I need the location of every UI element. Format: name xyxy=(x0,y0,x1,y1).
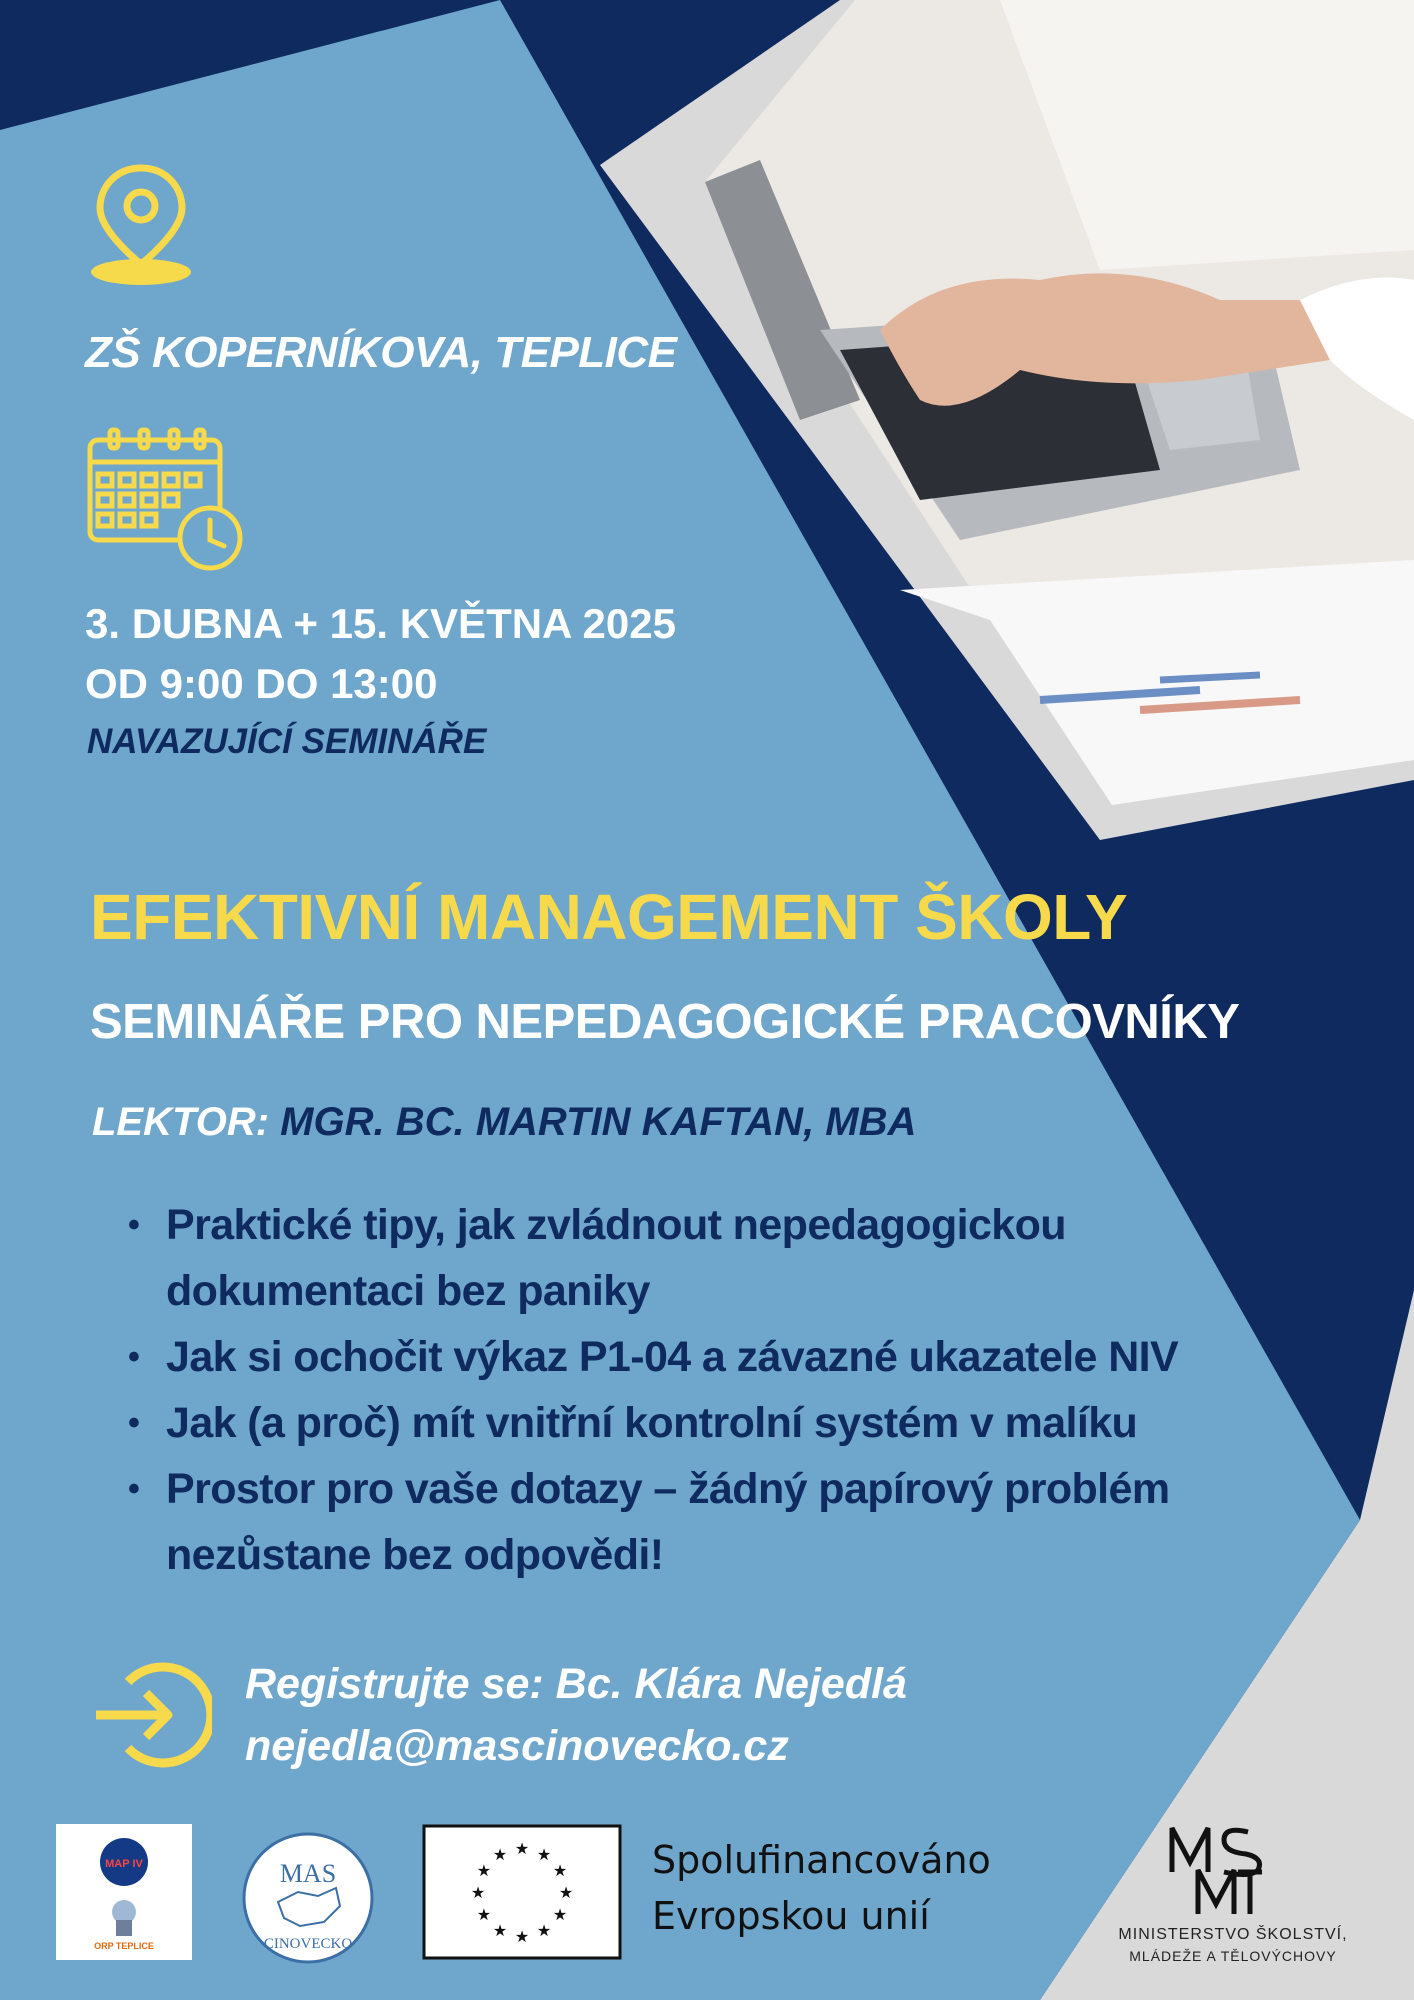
map-iv-logo xyxy=(56,1824,192,1960)
calendar-clock-icon xyxy=(84,422,244,572)
eu-star-icon: ★ xyxy=(476,1905,492,1924)
lecturer-label: LEKTOR: xyxy=(92,1100,270,1144)
mas-cinovecko-logo xyxy=(240,1830,376,1966)
list-item: • Jak (a proč) mít vnitřní kontrolní systém v malíku xyxy=(166,1390,1296,1456)
msmt-text-line-1: MINISTERSTVO ŠKOLSTVÍ, xyxy=(1118,1926,1348,1943)
page-title: EFEKTIVNÍ MANAGEMENT ŠKOLY xyxy=(90,881,1128,953)
cofinanced-line-2: Evropskou unií xyxy=(652,1894,930,1938)
eu-star-icon: ★ xyxy=(536,1844,552,1864)
lecturer-name: MGR. BC. MARTIN KAFTAN, MBA xyxy=(280,1100,917,1144)
event-time: OD 9:00 DO 13:00 xyxy=(85,660,438,707)
eu-star-icon: ★ xyxy=(492,1844,508,1864)
eu-star-icon: ★ xyxy=(552,1861,568,1880)
eu-star-icon: ★ xyxy=(514,1927,530,1946)
list-item: • Praktické tipy, jak zvládnout nepedagogickou dokumentaci bez paniky xyxy=(166,1192,1296,1324)
map-logo-top-text: MAP IV xyxy=(105,1858,143,1870)
series-label: NAVAZUJÍCÍ SEMINÁŘE xyxy=(87,722,487,761)
msmt-logo-mark xyxy=(1168,1822,1264,1918)
page-subtitle: SEMINÁŘE PRO NEPEDAGOGICKÉ PRACOVNÍKY xyxy=(90,995,1240,1049)
map-pin-icon xyxy=(86,160,196,290)
cofinanced-line-1: Spolufinancováno xyxy=(652,1838,991,1882)
eu-star-icon: ★ xyxy=(514,1839,530,1858)
eu-star-icon: ★ xyxy=(558,1883,574,1902)
list-item: • Jak si ochočit výkaz P1-04 a závazné ukazatele NIV xyxy=(166,1324,1296,1390)
eu-star-icon: ★ xyxy=(470,1883,486,1902)
registration-contact: Registrujte se: Bc. Klára Nejedlá xyxy=(245,1660,907,1708)
eu-star-icon: ★ xyxy=(552,1905,568,1924)
eu-star-icon: ★ xyxy=(476,1861,492,1880)
msmt-text-line-2: MLÁDEŽE A TĚLOVÝCHOVY xyxy=(1129,1948,1337,1964)
mas-logo-bottom-text: CINOVECKO xyxy=(263,1936,353,1952)
lecturer-line xyxy=(92,1100,916,1145)
eu-star-icon: ★ xyxy=(536,1921,552,1941)
eu-flag-logo xyxy=(422,1824,622,1960)
topics-list xyxy=(128,1192,1296,1588)
map-logo-bottom-text: ORP TEPLICE xyxy=(94,1941,154,1951)
mas-logo-top-text: MAS xyxy=(279,1859,337,1888)
location-text: ZŠ KOPERNÍKOVA, TEPLICE xyxy=(85,328,677,377)
list-item: • Prostor pro vaše dotazy – žádný papírový problém nezůstane bez odpovědi! xyxy=(166,1456,1296,1588)
registration-email[interactable]: nejedla@mascinovecko.cz xyxy=(245,1722,789,1770)
eu-star-icon: ★ xyxy=(492,1921,508,1941)
sign-in-arrow-icon xyxy=(88,1660,212,1770)
event-dates: 3. DUBNA + 15. KVĚTNA 2025 xyxy=(85,600,676,647)
